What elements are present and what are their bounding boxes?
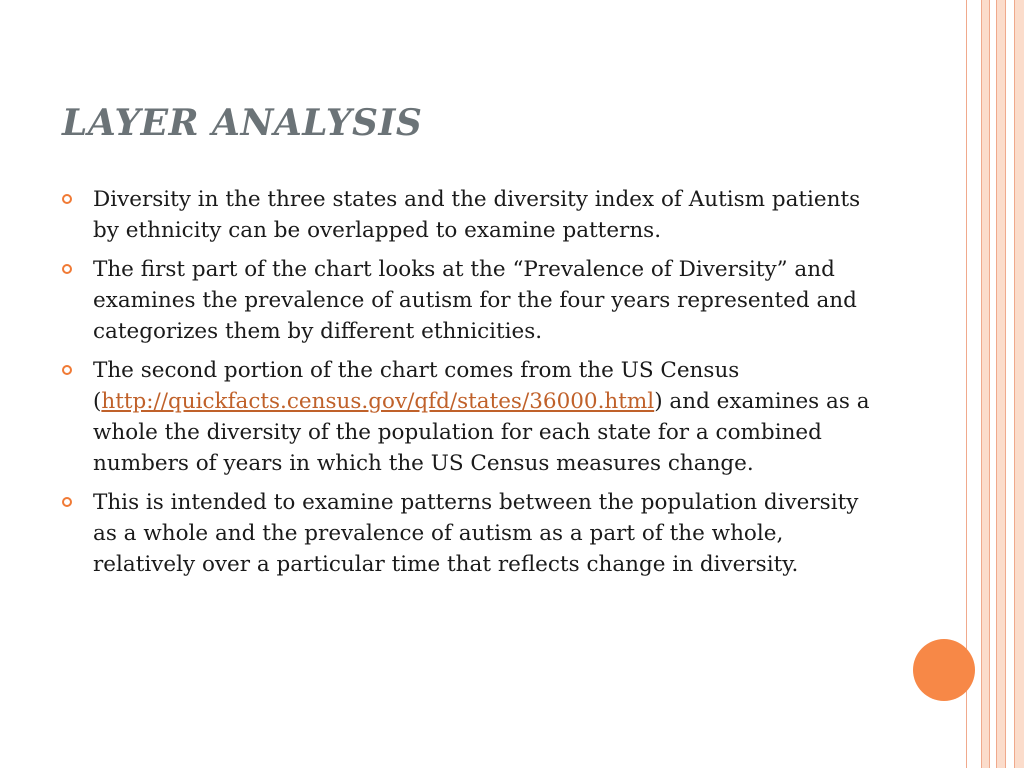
bullet-text: The first part of the chart looks at the “Prevalence of Diversity” and examines the prevalence of autism for the four years represented and categorizes them by different ethnicities. xyxy=(93,257,857,344)
frame-band-1 xyxy=(981,0,989,768)
frame-line-6 xyxy=(1014,0,1015,768)
frame-band-3 xyxy=(1014,0,1024,768)
bullet-item xyxy=(62,254,877,347)
bullet-text: This is intended to examine patterns between the population diversity as a whole and the prevalence of autism as a part of the whole, relatively over a particular time that reflects change in diversity. xyxy=(93,490,859,577)
frame-line-5 xyxy=(1005,0,1006,768)
frame-line-4 xyxy=(996,0,997,768)
bullet-circle-icon xyxy=(62,194,72,204)
bullet-text: Diversity in the three states and the diversity index of Autism patients by ethnicity can be overlapped to examine patterns. xyxy=(93,187,861,243)
bullet-circle-icon xyxy=(62,264,72,274)
frame-line-2 xyxy=(981,0,982,768)
bullet-circle-icon xyxy=(62,497,72,507)
decorative-orange-circle xyxy=(913,639,975,701)
bullet-item xyxy=(62,355,877,479)
bullet-text-after: ) and examines as a whole the diversity of the population for each state for a combined numbers of years in which the US Census measures change. xyxy=(93,389,870,476)
bullet-text-before: The second portion of the chart comes from the US Census ( xyxy=(93,358,740,414)
bullet-circle-icon xyxy=(62,365,72,375)
frame-band-2 xyxy=(996,0,1005,768)
bullet-item xyxy=(62,184,877,246)
slide-title: LAYER ANALYSIS xyxy=(62,102,423,144)
frame-line-3 xyxy=(989,0,990,768)
census-link[interactable]: http://quickfacts.census.gov/qfd/states/36000.html xyxy=(101,389,655,414)
bullet-list xyxy=(62,184,877,588)
bullet-item xyxy=(62,487,877,580)
